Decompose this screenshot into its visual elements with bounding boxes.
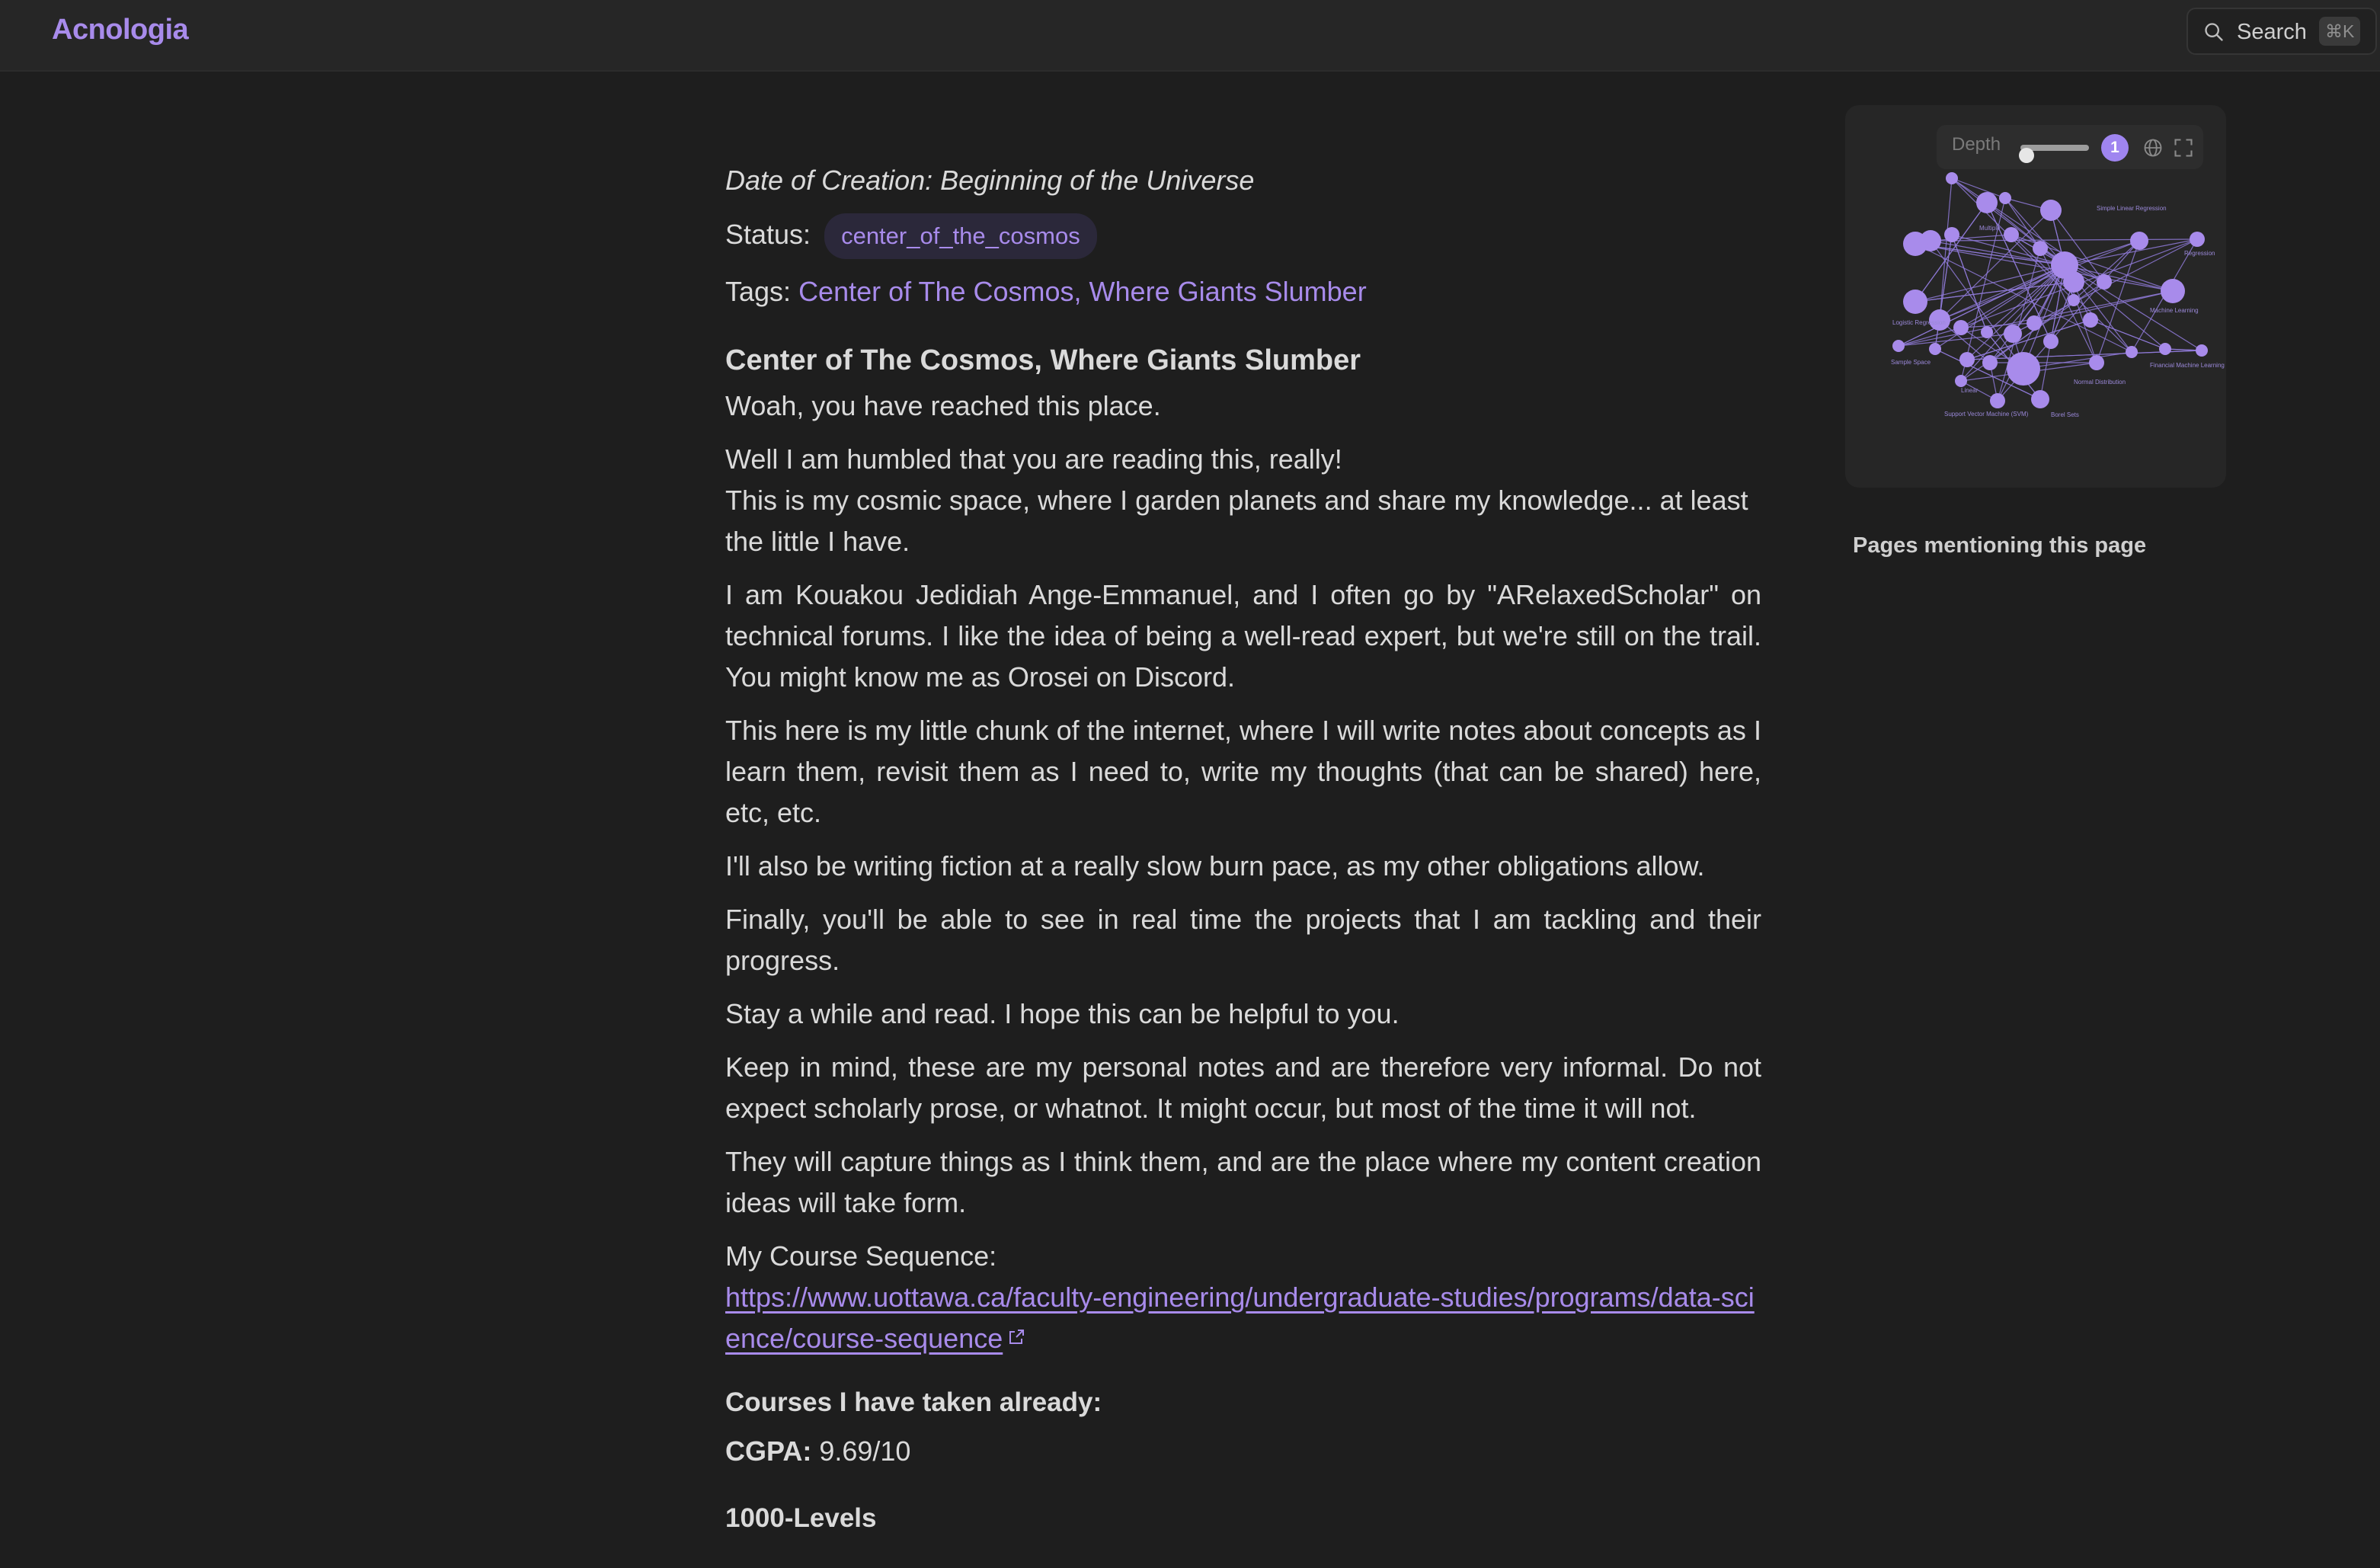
course-sequence bbox=[725, 1236, 1761, 1359]
search-icon bbox=[2203, 21, 2225, 43]
graph-node[interactable] bbox=[1929, 343, 1941, 355]
graph-node[interactable] bbox=[2089, 355, 2104, 370]
course-sequence-link[interactable] bbox=[725, 1282, 1755, 1354]
graph-node-label: Simple Linear Regression bbox=[2097, 205, 2167, 212]
paragraph-projects: Finally, you'll be able to see in real time the projects that I am tackling and their progress. bbox=[725, 904, 1761, 976]
paragraph-internet: This here is my little chunk of the internet, where I will write notes about concepts as I learn them, revisit them as I need to, write my thoughts (that can be shared) here, etc, etc. bbox=[725, 715, 1761, 828]
graph-edge bbox=[2011, 235, 2132, 352]
paragraph-humbled-line1: Well I am humbled that you are reading this, really! bbox=[725, 443, 1342, 475]
graph-edge bbox=[1935, 235, 1952, 349]
graph-node[interactable] bbox=[2007, 352, 2040, 386]
graph-node-label: Linear bbox=[1961, 387, 1979, 394]
graph-node[interactable] bbox=[2033, 241, 2048, 256]
graph-node[interactable] bbox=[1903, 290, 1927, 314]
status-row bbox=[725, 213, 1761, 259]
graph-node-label: Machine Learning bbox=[2150, 307, 2199, 314]
graph-node[interactable] bbox=[2159, 343, 2171, 355]
graph-node[interactable] bbox=[1976, 192, 1998, 213]
creation-date: Date of Creation: Beginning of the Universe bbox=[725, 165, 1255, 196]
graph-node-label: Regression bbox=[2184, 250, 2215, 257]
graph-node[interactable] bbox=[1892, 340, 1905, 352]
paragraph-fiction: I'll also be writing fiction at a really slow burn pace, as my other obligations allow. bbox=[725, 850, 1705, 882]
graph-node[interactable] bbox=[1982, 355, 1998, 370]
graph-node-label: Financial Machine Learning bbox=[2150, 362, 2225, 369]
courses-heading: Courses I have taken already: bbox=[725, 1387, 1102, 1417]
graph-edge bbox=[1990, 300, 2074, 363]
paragraph-intro: Woah, you have reached this place. bbox=[725, 390, 1161, 421]
site-brand[interactable]: Acnologia bbox=[52, 14, 189, 46]
graph-node[interactable] bbox=[1903, 232, 1927, 256]
search-shortcut: ⌘K bbox=[2319, 17, 2360, 46]
top-bar bbox=[0, 0, 2380, 72]
graph-node-label: Support Vector Machine (SVM) bbox=[1944, 411, 2029, 418]
graph-node[interactable] bbox=[1953, 320, 1969, 335]
tags-row bbox=[725, 271, 1761, 312]
graph-node[interactable] bbox=[1999, 192, 2011, 204]
paragraph-humbled bbox=[725, 439, 1761, 562]
graph-node[interactable] bbox=[2126, 346, 2138, 358]
levels-heading: 1000-Levels bbox=[725, 1503, 877, 1533]
course-sequence-label: My Course Sequence: bbox=[725, 1240, 997, 1272]
graph-node[interactable] bbox=[2068, 294, 2080, 306]
graph-node[interactable] bbox=[1955, 375, 1967, 387]
graph-node[interactable] bbox=[2027, 315, 2042, 331]
status-label: Status: bbox=[725, 219, 811, 250]
page-heading: Center of The Cosmos, Where Giants Slumber bbox=[725, 344, 1361, 376]
graph-node[interactable] bbox=[2040, 200, 2062, 221]
graph-node[interactable] bbox=[1946, 172, 1958, 184]
graph-node[interactable] bbox=[1959, 352, 1975, 367]
paragraph-humbled-line2: This is my cosmic space, where I garden planets and share my knowledge... at least the little I have. bbox=[725, 485, 1748, 557]
graph-node[interactable] bbox=[2190, 232, 2205, 247]
graph-node[interactable] bbox=[2130, 232, 2148, 250]
graph-node[interactable] bbox=[2063, 271, 2084, 293]
graph-node[interactable] bbox=[2097, 274, 2112, 290]
graph-node-label: Logistic Regression bbox=[1892, 319, 1946, 326]
status-badge[interactable]: center_of_the_cosmos bbox=[824, 213, 1097, 259]
graph-node[interactable] bbox=[1981, 326, 1993, 338]
graph-node[interactable] bbox=[2161, 279, 2185, 303]
search-button[interactable] bbox=[2186, 8, 2377, 55]
graph-node[interactable] bbox=[1944, 227, 1959, 242]
globe-icon[interactable] bbox=[2142, 137, 2164, 158]
tags-label: Tags: bbox=[725, 276, 792, 307]
article bbox=[725, 160, 1761, 1547]
search-label: Search bbox=[2237, 20, 2307, 44]
paragraph-capture: They will capture things as I think them, and are the place where my content creation ideas will take form. bbox=[725, 1146, 1761, 1218]
graph-node[interactable] bbox=[2004, 325, 2022, 343]
depth-slider-handle[interactable] bbox=[2019, 148, 2034, 163]
cgpa-label: CGPA: bbox=[725, 1435, 812, 1467]
graph-depth-control bbox=[1937, 125, 2203, 169]
graph-edge bbox=[1952, 178, 2005, 198]
paragraph-identity: I am Kouakou Jedidiah Ange-Emmanuel, and I often go by "ARelaxedScholar" on technical forums. I like the idea of being a well-read expert, but we're still on the trail. You might know me as Orosei on Discord. bbox=[725, 579, 1761, 693]
graph-edge bbox=[2090, 320, 2165, 349]
course-sequence-url: https://www.uottawa.ca/faculty-engineering/undergraduate-studies/programs/data-science/course-sequence bbox=[725, 1282, 1755, 1354]
graph-node-label: Normal Distribution bbox=[2074, 379, 2126, 386]
tags-link[interactable]: Center of The Cosmos, Where Giants Slumber bbox=[798, 276, 1367, 307]
graph-node-label: Sample Space bbox=[1891, 359, 1931, 366]
graph-node[interactable] bbox=[2083, 312, 2098, 328]
paragraph-informal: Keep in mind, these are my personal notes and are therefore very informal. Do not expect scholarly prose, or whatnot. It might occur, but most of the time it will not. bbox=[725, 1051, 1761, 1124]
cgpa-value: 9.69/10 bbox=[819, 1435, 911, 1467]
depth-label: Depth bbox=[1952, 134, 2001, 155]
graph-node[interactable] bbox=[2031, 390, 2049, 408]
cgpa-row bbox=[725, 1431, 1761, 1472]
external-link-icon bbox=[1007, 1328, 1025, 1346]
graph-node-label: Multiple bbox=[1979, 225, 2001, 232]
paragraph-stay: Stay a while and read. I hope this can be helpful to you. bbox=[725, 998, 1400, 1029]
graph-node[interactable] bbox=[2196, 344, 2208, 357]
graph-node-label: Borel Sets bbox=[2051, 411, 2079, 418]
backlinks-title: Pages mentioning this page bbox=[1853, 533, 2147, 558]
graph-node[interactable] bbox=[2043, 334, 2059, 349]
fullscreen-icon[interactable] bbox=[2173, 137, 2194, 158]
depth-value: 1 bbox=[2101, 134, 2129, 162]
graph-node[interactable] bbox=[2004, 227, 2019, 242]
graph-node[interactable] bbox=[1990, 393, 2005, 408]
graph-edge bbox=[1952, 178, 2104, 282]
